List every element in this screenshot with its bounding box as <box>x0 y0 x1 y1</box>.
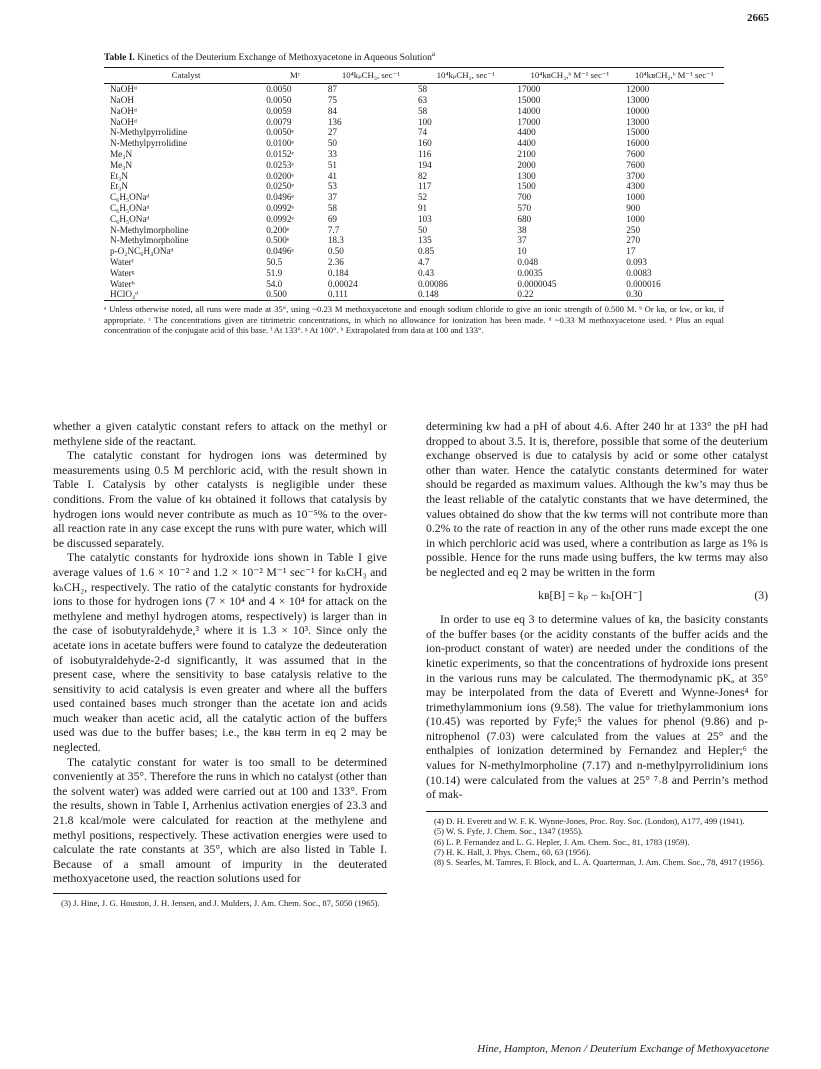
table-cell: 0.500ᵉ <box>266 235 290 246</box>
table-cell: NaOHᵈ <box>110 116 137 127</box>
table-title-text: Kinetics of the Deuterium Exchange of Methoxyacetone in Aqueous Solution <box>137 53 432 64</box>
reference-8: (8) S. Searles, M. Tamres, F. Block, and L. A. Quarterman, J. Am. Chem. Soc., 78, 4917 (1956). <box>434 857 765 868</box>
table-cell: p-O₂NC₆H₄ONaᵈ <box>110 246 174 257</box>
table-cell: 50.5 <box>266 256 283 267</box>
table-cell: 54.0 <box>266 278 283 289</box>
table-cell: 0.43 <box>417 267 435 278</box>
header-molarity: Mᶜ <box>289 70 301 81</box>
kinetics-table-section <box>104 50 724 336</box>
table-cell: 52 <box>417 192 428 203</box>
table-row <box>104 246 724 257</box>
left-paragraph-4: The catalytic constant for water is too small to be determined conveniently at 35°. Therefore the runs in which no catalyst (other than the solvent water) was added were carried out at 100 and 133°. From the results, shown in Table I, Arrhenius activation energies of 23.3 and 21.8 kcal/mole were calculated for reaction at the methylene and methyl positions, respectively. These activation energies were used to calculate the rate constants at 35°, which are also listed in Table I. Because of a small amount of impurity in the deuterated methoxyacetone used, the reaction solutions used for <box>53 755 387 886</box>
table-cell: 0.0253ᵉ <box>266 159 294 170</box>
table-cell: 14000 <box>517 105 541 116</box>
header-catalyst: Catalyst <box>171 70 201 81</box>
table-cell: C₆H₅ONaᵈ <box>110 202 150 213</box>
page-number: 2665 <box>747 12 769 24</box>
table-title-note: a <box>431 50 435 58</box>
left-paragraph-3: The catalytic constants for hydroxide ions shown in Table I give average values of 1.6 × 10⁻² and 1.2 × 10⁻² M⁻¹ sec⁻¹ for kₕCH₃ and kₕCH₂, respectively. The ratio of the catalytic constants for hydroxide ions to those for hydrogen ions (7 × 10⁴ and 4 × 10⁴ for attack on the methylene and methyl hydrogen atoms, respectively) is larger than in the case of isobutyraldehyde,³ where it is 1.3 × 10³. Since only the acetate ions in acetate buffers were found to catalyze the dedeuteration of isobutyraldehyde-2-d significantly, it was assumed that in the present case, where the sensitivity to base catalysis relative to the sensitivity to acid catalysis is even greater and where all the buffers used contained bases much stronger than the acetate ion and acids much weaker than acetic acid, all the catalytic action of the buffers used was due to the buffer bases; i.e., the kʙʜ term in eq 2 may be neglected. <box>53 551 387 755</box>
table-cell: Waterᶠ <box>110 256 134 267</box>
table-cell: 7600 <box>626 148 645 159</box>
table-cell: 84 <box>327 105 337 116</box>
table-footnote: ᵃ Unless otherwise noted, all runs were made at 35°, using ~0.23 M methoxyacetone and enough sodium chloride to give an ionic strength of 0.500 M. ᵇ Or kʙ, or kᴡ, or kʜ, if appropriate. ᶜ The concentrations given are titrimetric concentrations, in which no allowance for ionization has been made. ᵈ ~0.33 M methoxyacetone used. ᵉ Plus an equal concentration of the conjugate acid of this base. ᶠ At 133°. ᵍ At 100°. ʰ Extrapolated from data at 100 and 133°. <box>104 304 724 336</box>
table-cell: 10000 <box>626 105 650 116</box>
table-row <box>104 138 724 149</box>
table-row <box>104 235 724 246</box>
table-cell: 0.0035 <box>517 267 543 278</box>
table-cell: Et₃N <box>110 181 129 192</box>
table-cell: 0.0100ᵉ <box>266 138 294 149</box>
kinetics-table <box>104 67 724 301</box>
table-cell: 0.22 <box>517 289 534 300</box>
table-cell: 100 <box>417 116 432 127</box>
table-cell: 4400 <box>517 138 536 149</box>
table-cell: 7.7 <box>327 224 340 235</box>
table-cell: 194 <box>417 159 432 170</box>
table-cell: 91 <box>417 202 428 213</box>
table-cell: 0.00086 <box>417 278 448 289</box>
reference-6: (6) L. P. Fernandez and L. G. Hepler, J. Am. Chem. Soc., 81, 1783 (1959). <box>434 836 690 847</box>
table-cell: 0.0200ᵉ <box>266 170 294 181</box>
equation-3 <box>426 589 768 604</box>
table-cell: 680 <box>517 213 532 224</box>
table-cell: 0.200ᵉ <box>266 224 290 235</box>
table-cell: 0.0496ᵉ <box>266 246 294 257</box>
table-cell: 0.093 <box>626 256 647 267</box>
table-cell: 16000 <box>626 138 650 149</box>
table-cell: 160 <box>417 138 432 149</box>
right-paragraph-2: In order to use eq 3 to determine values of kʙ, the basicity constants of the buffer bases (or the acidity constants of the buffer acids and the ion-product constant of water) are needed under the conditions of the kinetic experiments, so that the concentrations of hydroxide ions present in the various runs may be calculated. The thermodynamic pKₐ at 35° may be interpolated from the data of Everett and Wynne-Jones⁴ for trimethylammonium ions (9.58). The value for triethylammonium ions (10.45) was reported by Fyfe;⁵ the values for phenol (9.86) and p-nitrophenol (7.03) were calculated from the values at 25° and the enthalpies of ionization determined by Fernandez and Hepler;⁶ the values for N-methylmorpholine (7.17) and n-methylpyrrolidinium ions (10.14) were calculated from the values at 25° ⁷˒8 and Perrin’s method of mak- <box>426 613 768 802</box>
table-cell: 0.0079 <box>266 116 292 127</box>
table-cell: 1300 <box>517 170 536 181</box>
table-cell: 18.3 <box>327 235 344 246</box>
table-cell: 50 <box>417 224 428 235</box>
table-title <box>104 50 724 63</box>
table-cell: C₆H₅ONaᵈ <box>110 213 150 224</box>
table-cell: Me₃N <box>110 148 133 159</box>
table-cell: 15000 <box>517 94 541 105</box>
table-cell: 27 <box>327 127 337 138</box>
table-cell: 63 <box>417 94 428 105</box>
table-cell: Waterᵍ <box>110 267 135 278</box>
table-row <box>104 95 724 106</box>
table-cell: 0.0059 <box>266 105 292 116</box>
table-cell: 0.500 <box>266 289 287 300</box>
table-cell: 1000 <box>626 213 645 224</box>
table-row <box>104 106 724 117</box>
table-cell: 2.36 <box>327 256 344 267</box>
table-cell: 0.0992ᵉ <box>266 213 294 224</box>
right-column <box>426 420 768 868</box>
right-references <box>426 811 768 868</box>
table-cell: C₆H₅ONaᵈ <box>110 192 150 203</box>
table-row <box>104 203 724 214</box>
equation-body: kʙ[B] = kₚ − kₕ[OH⁻] <box>538 588 643 602</box>
left-paragraph-1: whether a given catalytic constant refers to attack on the methyl or methylene side of the reactant. <box>53 420 387 448</box>
table-cell: 37 <box>517 235 527 246</box>
table-cell: NaOHᵈ <box>110 84 137 95</box>
table-cell: 17 <box>626 246 636 257</box>
table-cell: Me₃N <box>110 159 133 170</box>
table-cell: 51.9 <box>266 267 283 278</box>
header-kb-ch2: 10⁴kʙCH₂,ᵇ M⁻¹ sec⁻¹ <box>634 70 714 81</box>
table-cell: 15000 <box>626 127 650 138</box>
table-cell: 58 <box>417 105 428 116</box>
table-cell: Waterʰ <box>110 278 135 289</box>
table-cell: NaOH <box>110 94 134 105</box>
table-row <box>104 149 724 160</box>
table-cell: 51 <box>327 159 337 170</box>
table-row <box>104 171 724 182</box>
table-cell: 570 <box>517 202 532 213</box>
table-cell: 58 <box>417 84 428 95</box>
table-row <box>104 214 724 225</box>
table-cell: 0.0050 <box>266 84 292 95</box>
table-cell: 2100 <box>517 148 536 159</box>
table-cell: 75 <box>327 94 337 105</box>
table-cell: 116 <box>417 148 432 159</box>
table-row <box>104 160 724 171</box>
left-paragraph-2: The catalytic constant for hydrogen ions was determined by measurements using 0.5 M perchloric acid, with the result shown in Table I. Catalysis by other catalysts is negligible under these conditions. From the value of kʜ obtained it follows that catalysis by hydrogen ions would never contribute as much as 10⁻⁵% to the over-all reaction rate in any case except the runs with pure water, which will be discussed separately. <box>53 449 387 550</box>
table-cell: 0.00024 <box>327 278 358 289</box>
table-cell: 4300 <box>626 181 645 192</box>
table-row <box>104 279 724 290</box>
table-cell: 0.148 <box>417 289 439 300</box>
table-cell: 53 <box>327 181 337 192</box>
header-kp-ch3: 10⁴kₚCH₃, sec⁻¹ <box>341 70 400 81</box>
table-cell: 12000 <box>626 84 650 95</box>
table-cell: 2000 <box>517 159 536 170</box>
table-cell: 87 <box>327 84 337 95</box>
table-row <box>104 181 724 192</box>
table-cell: 0.0496ᵉ <box>266 192 294 203</box>
table-cell: 0.50 <box>327 246 344 257</box>
table-cell: 4400 <box>517 127 536 138</box>
table-cell: HClO₄ᵈ <box>110 289 139 300</box>
table-header-row <box>104 68 724 84</box>
table-cell: 41 <box>327 170 337 181</box>
table-cell: 0.0050ᵉ <box>266 127 294 138</box>
table-cell: 0.111 <box>327 289 348 300</box>
table-body <box>104 84 724 301</box>
table-cell: 17000 <box>517 116 541 127</box>
table-cell: 136 <box>327 116 342 127</box>
table-cell: 13000 <box>626 94 650 105</box>
table-row <box>104 117 724 128</box>
table-cell: 82 <box>417 170 428 181</box>
table-cell: 0.0000045 <box>517 278 557 289</box>
table-cell: N-Methylpyrrolidine <box>110 138 188 149</box>
header-kb-ch3: 10⁴kʙCH₃,ᵇ M⁻¹ sec⁻¹ <box>530 70 610 81</box>
table-cell: 13000 <box>626 116 650 127</box>
table-cell: 1000 <box>626 192 645 203</box>
table-cell: 0.184 <box>327 267 349 278</box>
table-cell: 0.0152ᵉ <box>266 148 294 159</box>
table-row <box>104 84 724 95</box>
table-cell: 74 <box>417 127 428 138</box>
right-paragraph-1: determining kᴡ had a pH of about 4.6. After 240 hr at 133° the pH had dropped to about 3.5. It is, therefore, possible that some of the deuterium exchange observed is due to catalysis by acid or some other catalyst other than water. Hence the catalytic constants determined for water should be regarded as maximum values. Although the kᴡ’s may thus be the least reliable of the catalytic constants that we have determined, the values obtained do show that the kᴡ terms will not contribute more than 0.2% to the rate of reaction in any of the other runs made except the one in which perchloric acid was used, where a contribution as large as 1% is possible. Hence for the runs made using buffers, the kᴡ terms may also be neglected and eq 2 may be written in the form <box>426 420 768 579</box>
equation-number: (3) <box>754 588 768 602</box>
table-cell: 37 <box>327 192 337 203</box>
table-row <box>104 268 724 279</box>
table-cell: 900 <box>626 202 641 213</box>
table-cell: N-Methylmorpholine <box>110 235 189 246</box>
table-row <box>104 127 724 138</box>
table-cell: 17000 <box>517 84 541 95</box>
table-row <box>104 225 724 236</box>
table-cell: 0.048 <box>517 256 539 267</box>
table-cell: 7600 <box>626 159 645 170</box>
reference-7: (7) H. K. Hall, J. Phys. Chem., 60, 63 (1956). <box>434 847 591 858</box>
reference-3: (3) J. Hine, J. G. Houston, J. H. Jensen, and J. Mulders, J. Am. Chem. Soc., 87, 5050 (1965). <box>61 898 380 908</box>
table-cell: Et₃N <box>110 170 129 181</box>
table-cell: NaOHᵈ <box>110 105 137 116</box>
reference-4: (4) D. H. Everett and W. F. K. Wynne-Jones, Proc. Roy. Soc. (London), A177, 499 (1941). <box>434 815 745 826</box>
table-cell: 0.0083 <box>626 267 652 278</box>
table-cell: 270 <box>626 235 641 246</box>
table-cell: 0.85 <box>417 246 435 257</box>
table-label: Table I. <box>104 53 135 64</box>
left-column <box>53 420 387 908</box>
table-cell: 135 <box>417 235 432 246</box>
table-cell: 58 <box>327 202 337 213</box>
header-kp-ch2: 10⁴kₚCH₂, sec⁻¹ <box>436 70 495 81</box>
table-cell: 0.30 <box>626 289 643 300</box>
table-cell: 38 <box>517 224 527 235</box>
table-cell: 0.0992ᵉ <box>266 202 294 213</box>
table-cell: N-Methylpyrrolidine <box>110 127 188 138</box>
table-cell: 117 <box>417 181 432 192</box>
table-cell: 0.0050 <box>266 94 292 105</box>
table-cell: 0.000016 <box>626 278 661 289</box>
table-cell: 69 <box>327 213 337 224</box>
left-references <box>53 893 387 908</box>
table-cell: 250 <box>626 224 641 235</box>
table-cell: 103 <box>417 213 432 224</box>
reference-5: (5) W. S. Fyfe, J. Chem. Soc., 1347 (1955). <box>434 826 583 837</box>
table-cell: 3700 <box>626 170 645 181</box>
table-row <box>104 289 724 300</box>
table-cell: 700 <box>517 192 532 203</box>
running-footer: Hine, Hampton, Menon / Deuterium Exchange of Methoxyacetone <box>477 1043 769 1055</box>
table-row <box>104 257 724 268</box>
table-cell: 10 <box>517 246 527 257</box>
table-row <box>104 192 724 203</box>
table-cell: 1500 <box>517 181 536 192</box>
table-cell: 0.0250ᵉ <box>266 181 294 192</box>
table-cell: 50 <box>327 138 337 149</box>
table-cell: 33 <box>327 148 337 159</box>
table-cell: N-Methylmorpholine <box>110 224 189 235</box>
table-cell: 4.7 <box>417 256 430 267</box>
